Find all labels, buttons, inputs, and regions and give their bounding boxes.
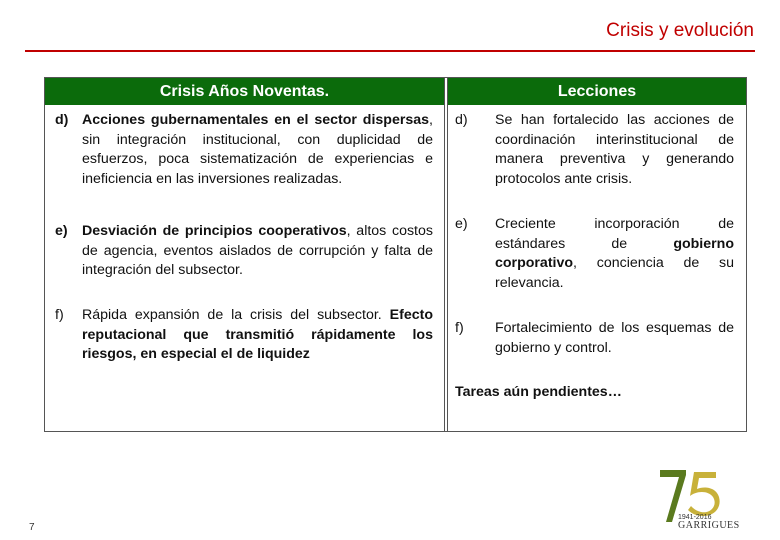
item-label: e) <box>55 223 68 239</box>
item-text: Se han fortalecido las acciones de coordinación interinstitucional de manera preventiva y generando protocolos ante crisis. <box>495 112 734 187</box>
left-item-e <box>55 222 433 281</box>
column-divider <box>444 78 448 431</box>
item-text <box>82 222 433 281</box>
item-text <box>82 111 433 189</box>
right-item-e <box>455 215 734 293</box>
left-column-header: Crisis Años Noventas. <box>45 78 444 105</box>
garrigues-75-logo <box>656 466 756 530</box>
right-column-header: Lecciones <box>448 78 746 105</box>
logo-five-shape <box>688 472 720 516</box>
left-item-f <box>55 306 433 365</box>
item-label: e) <box>455 216 468 232</box>
item-label: d) <box>455 112 468 128</box>
logo-years: 1941-2016 <box>678 514 712 521</box>
title-rule <box>25 50 755 52</box>
item-text-rest: , conciencia de su relevancia. <box>495 255 734 291</box>
pending-tasks: Tareas aún pendientes… <box>455 384 622 400</box>
item-text-rest: , altos costos de agencia, eventos aislados de corrupción y falta de integración del subsector. <box>82 223 433 278</box>
item-text-bold: Desviación de principios cooperativos <box>82 223 347 239</box>
right-item-f <box>455 319 734 358</box>
item-text-rest: , sin integración institucional, con duplicidad de esfuerzos, poca sistematización de experiencias e ineficiencia en las inversiones realizadas. <box>82 112 433 187</box>
item-label: f) <box>55 307 64 323</box>
item-label: f) <box>455 320 464 336</box>
left-item-d <box>55 111 433 189</box>
right-item-d <box>455 111 734 189</box>
item-text-bold: gobierno corporativo <box>495 235 734 271</box>
item-text <box>82 306 433 365</box>
item-label: d) <box>55 112 69 128</box>
page-number: 7 <box>29 522 35 533</box>
page-title: Crisis y evolución <box>606 20 754 41</box>
item-text-plain: Rápida expansión de la crisis del subsector. <box>82 307 390 323</box>
logo-brand: GARRIGUES <box>678 520 740 530</box>
item-text-bold: Efecto reputacional que transmitió rápidamente los riesgos, en especial el de liquidez <box>82 307 433 362</box>
item-text: Fortalecimiento de los esquemas de gobierno y control. <box>495 320 734 356</box>
item-text-plain: Creciente incorporación de estándares de <box>495 216 734 252</box>
comparison-table <box>44 77 747 432</box>
item-text-bold: Acciones gubernamentales en el sector dispersas <box>82 112 430 128</box>
item-text <box>495 215 734 293</box>
